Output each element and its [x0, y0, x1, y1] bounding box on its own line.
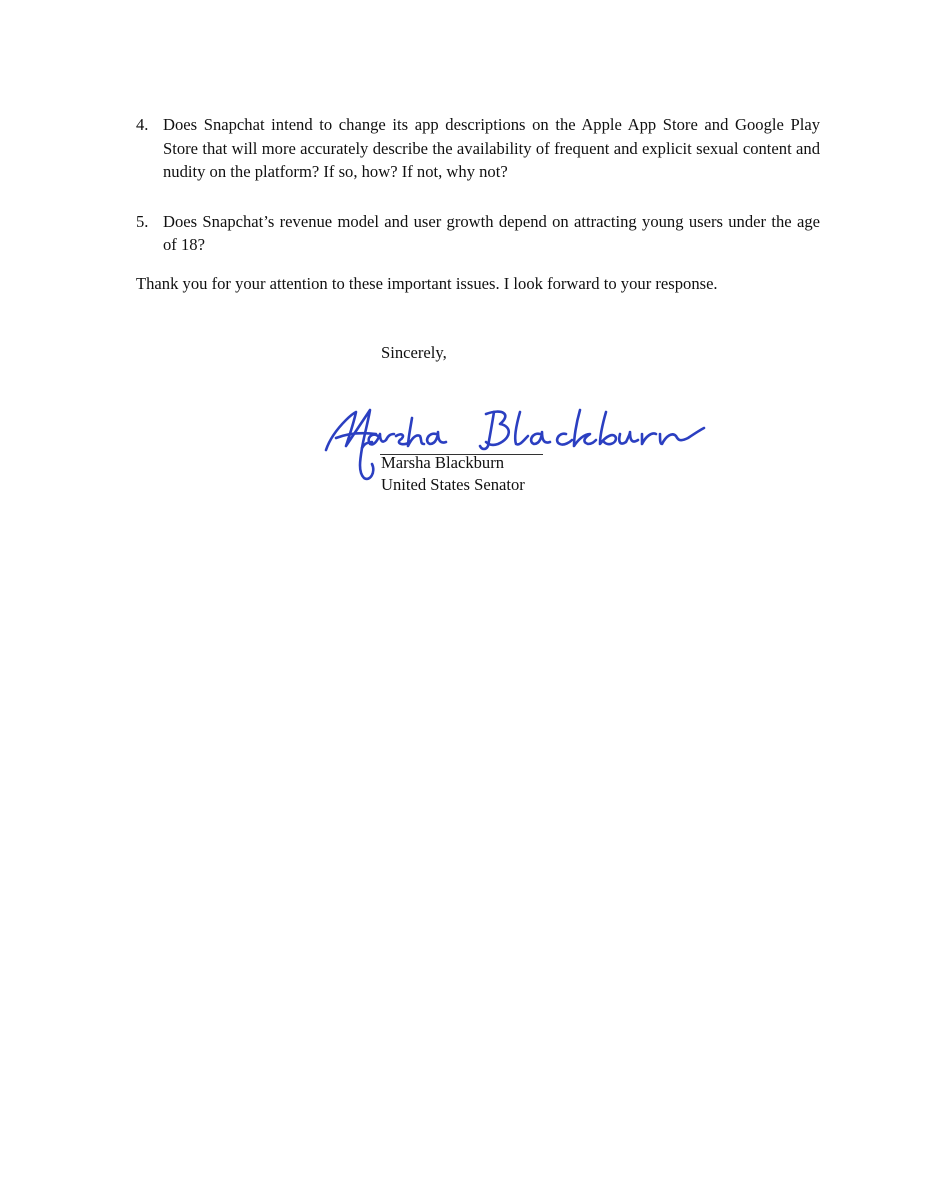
question-list [136, 113, 820, 283]
question-text: Does Snapchat’s revenue model and user growth depend on attracting young users under the age of 18? [163, 211, 820, 254]
signer-name: Marsha Blackburn [381, 453, 505, 472]
question-number: 5. [136, 211, 149, 231]
question-text: Does Snapchat intend to change its app descriptions on the Apple App Store and Google Play Store that will more accurately describe the availability of frequent and explicit sexual content and nudity on the platform? If so, how? If not, why not? [163, 115, 820, 181]
signer-title: United States Senator [381, 475, 525, 494]
closing-paragraph: Thank you for your attention to these important issues. I look forward to your response. [136, 274, 718, 293]
question-item-5 [136, 210, 820, 257]
question-item-4 [136, 113, 820, 184]
question-number: 4. [136, 115, 149, 134]
sign-off: Sincerely, [381, 343, 447, 362]
